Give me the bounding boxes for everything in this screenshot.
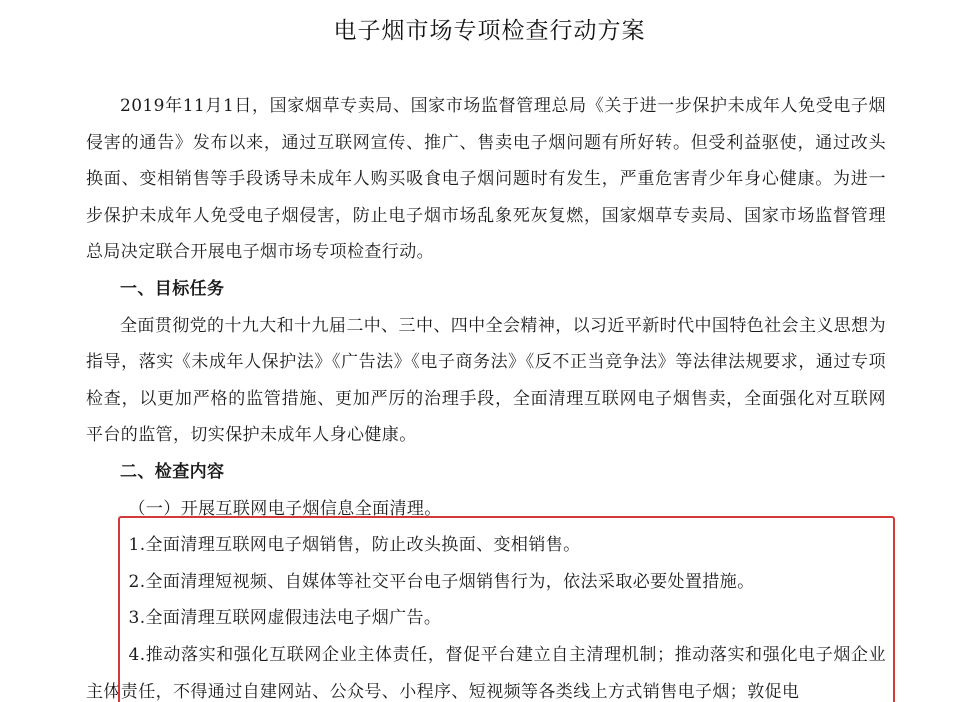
goals-paragraph: 全面贯彻党的十九大和十九届二中、三中、四中全会精神，以习近平新时代中国特色社会主义思想为指导，落实《未成年人保护法》《广告法》《电子商务法》《反不正当竞争法》等法律法规要求，通过专项检查，以更加严格的监管措施、更加严厉的治理手段，全面清理互联网电子烟售卖，全面强化对互联网平台的监管，切实保护未成年人身心健康。 [86,315,886,446]
heading-content: 二、检查内容 [120,461,225,482]
document-title: 电子烟市场专项检查行动方案 [333,18,646,44]
intro-paragraph: 2019年11月1日，国家烟草专卖局、国家市场监督管理总局《关于进一步保护未成年人免受电子烟侵害的通告》发布以来，通过互联网宣传、推广、售卖电子烟问题有所好转。但受利益驱使，通过改头换面、变相销售等手段诱导未成年人购买吸食电子烟问题时有发生，严重危害青少年身心健康。为进一步保护未成年人免受电子烟侵害，防止电子烟市场乱象死灰复燃，国家烟草专卖局、国家市场监督管理总局决定联合开展电子烟市场专项检查行动。 [86,96,886,263]
heading-goals: 一、目标任务 [120,278,225,299]
list-item-2: 2.全面清理短视频、自媒体等社交平台电子烟销售行为，依法采取必要处置措施。 [128,571,755,592]
list-item-1: 1.全面清理互联网电子烟销售，防止改头换面、变相销售。 [128,535,581,556]
subheading-cleanup: （一）开展互联网电子烟信息全面清理。 [128,498,442,519]
list-item-4: 4.推动落实和强化互联网企业主体责任，督促平台建立自主清理机制；推动落实和强化电子烟企业主体责任，不得通过自建网站、公众号、小程序、短视频等各类线上方式销售电子烟；敦促电 [86,644,886,702]
document-body [86,88,886,702]
list-item-3: 3.全面清理互联网虚假违法电子烟广告。 [128,608,442,629]
